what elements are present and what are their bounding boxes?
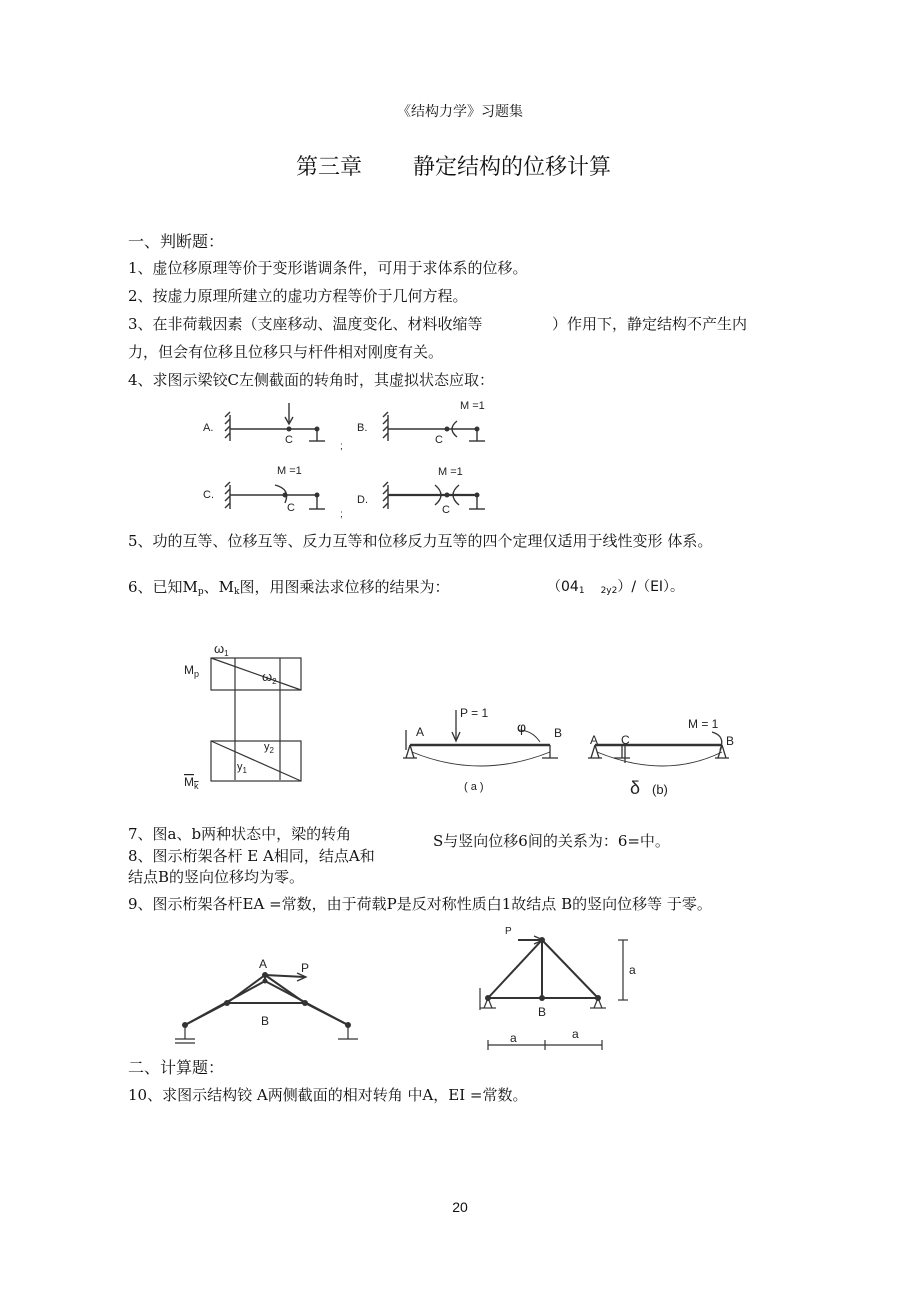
q7-node-a: A <box>416 725 425 739</box>
question-3-part3: 力，但会有位移且位移只与杆件相对刚度有关。 <box>128 343 444 361</box>
question-3-part2: ）作用下，静定结构不产生内 <box>552 315 748 333</box>
chapter-title: 静定结构的位移计算 <box>413 155 612 180</box>
question-10: 10、求图示结构铰 A两侧截面的相对转角 中A，EI =常数。 <box>128 1086 528 1104</box>
q9-truss-figure <box>468 920 648 1053</box>
q7-node-b-b: B <box>726 734 735 748</box>
q4-label-c-b: C <box>435 434 443 446</box>
q7-node-a-b: A <box>590 733 599 747</box>
question-6-formula: （$04_1$ $_{2y2}$）/（EI）。 <box>547 579 685 596</box>
q9-node-b: B <box>538 1005 547 1019</box>
q4-label-c-a: C <box>285 434 293 446</box>
running-header: 《结构力学》习题集 <box>397 104 523 120</box>
q4-option-d: D. <box>357 494 368 506</box>
q7-delta: δ <box>630 778 641 798</box>
q4-option-c: C. <box>203 489 214 501</box>
q8-load-p: P <box>301 961 310 975</box>
section-judgement: 一、判断题： <box>128 232 225 251</box>
q4-label-c-c: C <box>287 502 295 514</box>
q6-figure <box>180 636 320 798</box>
question-1: 1、虚位移原理等价于变形谐调条件，可用于求体系的位移。 <box>128 259 528 277</box>
q8-truss-figure <box>165 955 375 1053</box>
page-number: 20 <box>452 1199 468 1215</box>
q6-mk-label: $M_k$ <box>184 775 199 791</box>
q9-dim-right: a <box>572 1027 579 1041</box>
q7-label-a: ( a ) <box>464 781 484 793</box>
q4-figure <box>195 393 505 523</box>
question-5: 5、功的互等、位移互等、反力互等和位移反力互等的四个定理仅适用于线性变形 体系。 <box>128 532 713 550</box>
question-2: 2、按虚力原理所建立的虚功方程等价于几何方程。 <box>128 287 468 305</box>
q6-y2: $y_2$ <box>264 741 274 755</box>
q6-y1: $y_1$ <box>237 761 247 775</box>
q7-label-b: (b) <box>652 782 668 797</box>
question-3-part1: 3、在非荷载因素（支座移动、温度变化、材料收缩等 <box>128 315 483 333</box>
q4-moment-c: M =1 <box>277 465 302 477</box>
section-calculation: 二、计算题： <box>128 1058 225 1077</box>
q7-node-b: B <box>554 726 563 740</box>
q8-node-a: A <box>259 957 268 971</box>
q7-moment: M = 1 <box>688 717 719 731</box>
q6-omega1: $\omega_1$ <box>214 641 229 658</box>
chapter-number: 第三章 <box>296 155 363 180</box>
q7-load-p: P = 1 <box>460 706 489 720</box>
question-7-relation: S与竖向位移6间的关系为：6=中。 <box>433 832 670 850</box>
q6-omega2: $\omega_2$ <box>262 669 277 686</box>
q9-load-p: P <box>505 926 512 937</box>
q4-moment-d: M =1 <box>438 466 463 478</box>
q7-node-c: C <box>621 733 630 747</box>
q4-option-a: A. <box>203 422 214 434</box>
question-9: 9、图示桁架各杆EA =常数，由于荷载P是反对称性质白1故结点 B的竖向位移等 于零。 <box>128 895 712 913</box>
question-8-part2: 结点B的竖向位移均为零。 <box>128 868 305 886</box>
q6-mp-label: $M_p$ <box>184 663 200 679</box>
q8-node-b: B <box>261 1014 270 1028</box>
q9-dim-left: a <box>510 1031 517 1045</box>
q9-dim-height: a <box>629 963 636 977</box>
q4-moment-b: M =1 <box>460 400 485 412</box>
q4-option-b: B. <box>357 422 368 434</box>
q7-figure <box>400 700 745 800</box>
question-8-part1: 8、图示桁架各杆 E A相同，结点A和 <box>128 847 375 865</box>
question-6: 6、已知$M_p$、$M_k$图，用图乘法求位移的结果为： <box>128 578 450 597</box>
question-7: 7、图a、b两种状态中，梁的转角 <box>128 825 352 843</box>
q4-separator-2: ; <box>340 509 343 520</box>
q7-phi: φ <box>517 719 527 735</box>
question-4: 4、求图示梁铰C左侧截面的转角时，其虚拟状态应取： <box>128 371 495 389</box>
q4-label-c-d: C <box>442 504 450 516</box>
q4-separator-1: ; <box>340 441 343 452</box>
